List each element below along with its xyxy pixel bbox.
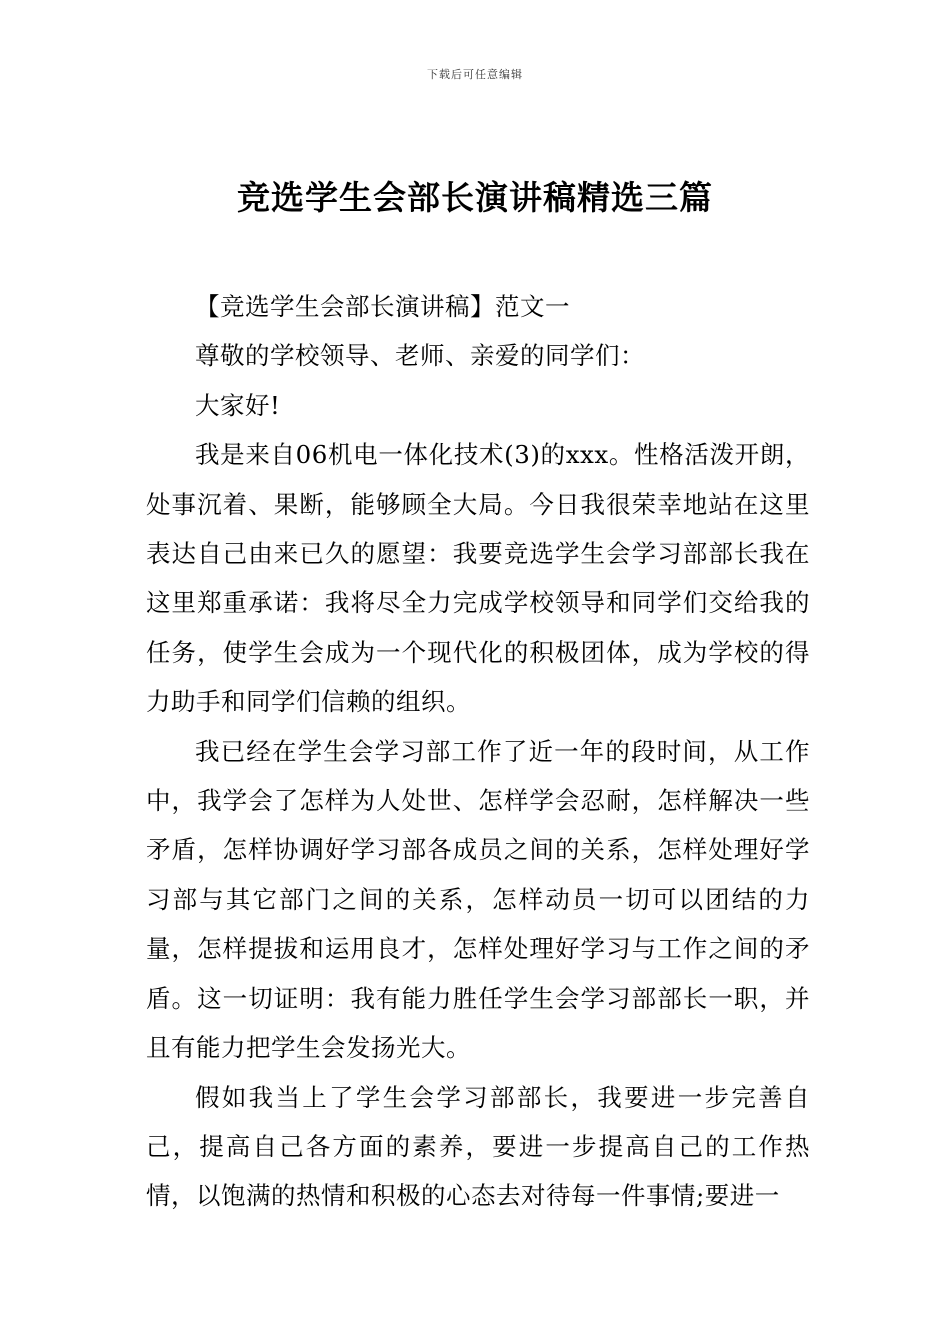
paragraph-heading: 【竞选学生会部长演讲稿】范文一 — [195, 292, 570, 321]
document-title: 竞选学生会部长演讲稿精选三篇 — [237, 178, 713, 217]
paragraph-salutation: 尊敬的学校领导、老师、亲爱的同学们： — [195, 341, 645, 371]
document-body — [146, 282, 810, 1221]
paragraph-greeting: 大家好! — [195, 390, 281, 420]
paragraph: 我是来自06机电一体化技术(3)的xxx。性格活泼开朗，处事沉着、果断，能够顾全大局。今日我很荣幸地站在这里表达自己由来已久的愿望：我要竞选学生会学习部部长我在这里郑重承诺：我将尽全力完成学校领导和同学们交给我的任务，使学生会成为一个现代化的积极团体，成为学校的得力助手和同学们信赖的组织。 — [146, 440, 810, 717]
paragraph: 假如我当上了学生会学习部部长，我要进一步完善自己，提高自己各方面的素养，要进一步提高自己的工作热情，以饱满的热情和积极的心态去对待每一件事情;要进一 — [146, 1082, 810, 1211]
header-note: 下载后可任意编辑 — [427, 68, 523, 81]
paragraph: 我已经在学生会学习部工作了近一年的段时间，从工作中，我学会了怎样为人处世、怎样学会忍耐，怎样解决一些矛盾，怎样协调好学习部各成员之间的关系，怎样处理好学习部与其它部门之间的关系，怎样动员一切可以团结的力量，怎样提拔和运用良才，怎样处理好学习与工作之间的矛盾。这一切证明：我有能力胜任学生会学习部部长一职，并且有能力把学生会发扬光大。 — [146, 736, 810, 1063]
